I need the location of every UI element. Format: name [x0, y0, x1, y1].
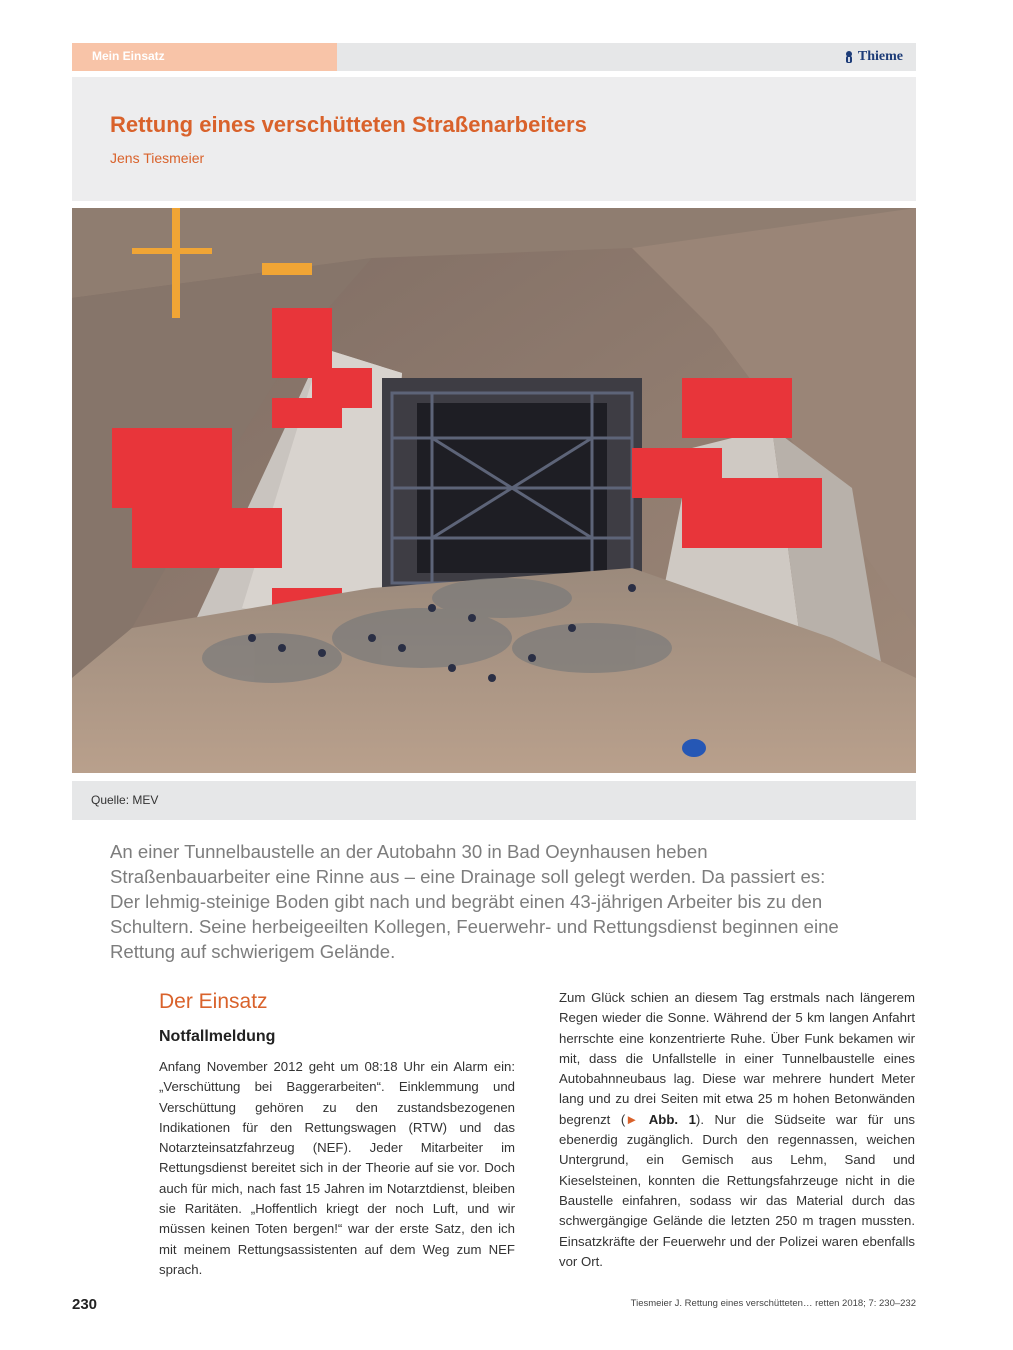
- article-title: Rettung eines verschütteten Straßenarbeiters: [110, 112, 587, 137]
- photo-credit: Quelle: MEV: [91, 793, 159, 807]
- body-text: ). Nur die Südseite war für uns ebenerdig zugänglich. Durch den regennassen, weichen Untergrund, ein Gemisch aus Lehm, Sand und Kieselsteinen, konnten die Rettungsfahrzeuge nicht in die Baustelle einfahren, sodass wir das Material durch das schwergängige Gelände die letzten 250 m tragen mussten. Einsatzkräfte der Feuerwehr und der Polizei waren ebenfalls vor Ort.: [559, 1111, 916, 1269]
- body-text: Zum Glück schien an diesem Tag erstmals nach längerem Regen wieder die Sonne. Während der 5 km langen Anfahrt herrschte eine konzentrierte Ruhe. Über Funk bekamen wir mit, dass die Unfallstelle in einer Tunnelbaustelle eines Autobahnneubaus lag. Diese war mehrere hundert Meter lang und zu drei Seiten mit etwa 25 m hohen Betonwänden begrenzt (: [559, 990, 915, 1127]
- section-tag: Mein Einsatz: [72, 43, 337, 71]
- right-column: [559, 988, 915, 1272]
- section-heading: Der Einsatz: [159, 990, 268, 1013]
- lead-paragraph: An einer Tunnelbaustelle an der Autobahn 30 in Bad Oeynhausen heben Straßenbauarbeiter eine Rinne aus – eine Drainage soll gelegt werden. Da passiert es: Der lehmig-steinige Boden gibt nach und begräbt einen 43-jährigen Arbeiter bis zu den Schultern. Seine herbeigeeilten Kollegen, Feuerwehr- und Rettungsdienst beginnen eine Rettung auf schwierigem Gelände.: [110, 841, 839, 962]
- figure-reference-link[interactable]: [625, 1112, 696, 1127]
- body-paragraph: Anfang November 2012 geht um 08:18 Uhr ein Alarm ein: „Verschüttung bei Baggerarbeiten“. Einklemmung und Verschüttung gehören zu den zustandsbezogenen Indikationen für den Rettungswagen (RTW) und das Notarzteinsatzfahrzeug (NEF). Jeder Mitarbeiter im Rettungsdienst bereitet sich in der Theorie auf sie vor. Doch auch für mich, nach fast 15 Jahren im Notarztdienst, bleiben sie Raritäten. „Hoffentlich kriegt der noch Luft, und wir müssen keinen Toten bergen!“ war der erste Satz, den ich mit meinem Rettungsassistenten auf dem Weg zum NEF sprach.: [159, 1059, 515, 1277]
- caption-bar: [72, 781, 916, 820]
- page-number: 230: [72, 1296, 98, 1313]
- subheading: Notfallmeldung: [159, 1028, 276, 1045]
- arrow-right-icon: ►: [625, 1111, 639, 1127]
- publisher-logo: [844, 47, 903, 67]
- citation-footer: Tiesmeier J. Rettung eines verschütteten… retten 2018; 7: 230–232: [630, 1298, 916, 1309]
- publisher-name: Thieme: [857, 49, 903, 64]
- article-author: Jens Tiesmeier: [110, 150, 205, 166]
- left-column: [159, 985, 515, 1280]
- title-box: [72, 77, 916, 201]
- thieme-emblem-icon: [844, 50, 854, 64]
- figure-reference-label: Abb. 1: [648, 1111, 696, 1127]
- body-paragraph: [559, 988, 915, 1272]
- tunnel-construction-photo: [72, 208, 916, 773]
